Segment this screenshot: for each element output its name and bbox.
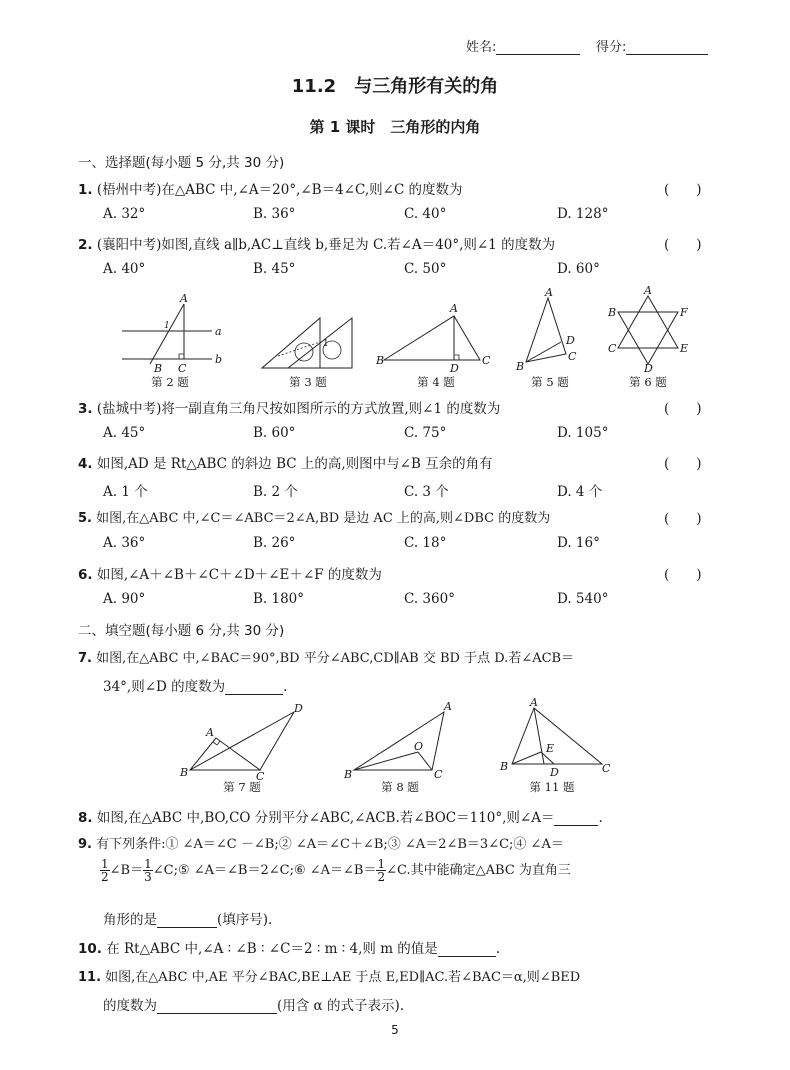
question-text: (梧州中考)在△ABC 中,∠A＝20°,∠B＝4∠C,则∠C 的度数为 — [96, 182, 463, 198]
question-text: ∠B＝ — [109, 863, 144, 878]
label-o-point: O — [414, 740, 424, 753]
question-number: 3. — [78, 401, 93, 417]
figure-q8 — [340, 700, 460, 782]
option-b[interactable]: B. 60° — [253, 425, 296, 441]
question-number: 10. — [78, 941, 102, 957]
caption-fig11: 第 11 题 — [529, 780, 575, 794]
label-line-a: a — [215, 325, 222, 338]
question-text: ∠C.其中能确定△ABC 为直角三 — [386, 863, 571, 878]
option-c[interactable]: C. 3 个 — [404, 484, 449, 500]
option-d[interactable]: D. 60° — [557, 261, 600, 277]
label-a-point: A — [444, 700, 452, 713]
question-4 — [78, 452, 493, 472]
option-b[interactable]: B. 26° — [253, 535, 296, 551]
option-a[interactable]: A. 45° — [103, 425, 146, 441]
question-text: 的度数为 — [103, 998, 157, 1014]
question-text: 如图,AD 是 Rt△ABC 的斜边 BC 上的高,则图中与∠B 互余的角有 — [96, 456, 493, 472]
option-a[interactable]: A. 1 个 — [103, 484, 148, 500]
label-b-point: B — [376, 354, 385, 367]
fraction-numerator: 1 — [101, 857, 109, 871]
answer-blank[interactable] — [554, 810, 598, 826]
question-3 — [78, 397, 500, 417]
answer-blank[interactable] — [438, 941, 496, 957]
figure-q7 — [176, 700, 306, 782]
caption-fig7: 第 7 题 — [223, 780, 261, 794]
question-10 — [78, 937, 500, 957]
label-e-point: E — [680, 342, 689, 355]
label-e-point: E — [546, 742, 555, 755]
label-c-point: C — [602, 762, 611, 775]
answer-blank[interactable] — [157, 912, 217, 928]
question-text: (用含 α 的式子表示). — [277, 998, 405, 1014]
caption-fig6: 第 6 题 — [629, 375, 667, 389]
fraction-denominator: 3 — [144, 870, 152, 884]
question-8 — [78, 806, 603, 826]
fraction — [376, 858, 386, 883]
question-text: (襄阳中考)如图,直线 a∥b,AC⊥直线 b,垂足为 C.若∠A＝40°,则∠1 的度数为 — [96, 237, 556, 253]
answer-blank[interactable] — [157, 998, 277, 1014]
name-field — [466, 36, 580, 55]
option-c[interactable]: C. 18° — [404, 535, 447, 551]
label-d-point: D — [550, 766, 559, 779]
label-d-point: D — [294, 702, 303, 715]
question-number: 4. — [78, 456, 93, 472]
lesson-subtitle: 第 1 课时 三角形的内角 — [309, 118, 481, 136]
label-c-point: C — [568, 350, 577, 363]
answer-paren[interactable]: ( ) — [664, 511, 702, 527]
question-7 — [78, 647, 574, 666]
option-c[interactable]: C. 360° — [404, 591, 455, 607]
label-a-point: A — [206, 726, 214, 739]
question-text: 如图,在△ABC 中,AE 平分∠BAC,BE⊥AE 于点 E,ED∥AC.若∠BAC＝α,则∠BED — [105, 970, 581, 985]
caption-fig5: 第 5 题 — [531, 375, 569, 389]
answer-paren[interactable]: ( ) — [664, 456, 702, 472]
option-b[interactable]: B. 36° — [253, 206, 296, 222]
option-a[interactable]: A. 90° — [103, 591, 146, 607]
answer-paren[interactable]: ( ) — [664, 182, 702, 198]
label-c-point: C — [256, 770, 265, 782]
question-text: 角形的是 — [103, 912, 157, 928]
label-b-point: B — [180, 766, 189, 779]
name-label: 姓名: — [466, 40, 497, 55]
label-angle-1: 1 — [164, 321, 170, 331]
label-b-point: B — [516, 360, 525, 373]
score-label: 得分: — [596, 40, 627, 55]
question-9-line2 — [100, 858, 571, 883]
question-number: 11. — [78, 970, 102, 985]
option-b[interactable]: B. 2 个 — [253, 484, 298, 500]
question-text: . — [598, 810, 603, 826]
label-c-point: C — [434, 768, 443, 781]
option-a[interactable]: A. 32° — [103, 206, 146, 222]
figure-q2 — [112, 286, 227, 378]
label-line-b: b — [215, 353, 223, 366]
option-b[interactable]: B. 45° — [253, 261, 296, 277]
question-number: 8. — [78, 810, 93, 826]
caption-fig8: 第 8 题 — [381, 780, 419, 794]
label-d-point: D — [566, 334, 575, 347]
question-number: 9. — [78, 837, 92, 852]
question-number: 7. — [78, 651, 92, 666]
question-9 — [78, 833, 564, 852]
label-angle-1: 1 — [323, 339, 329, 349]
question-11 — [78, 966, 580, 985]
question-text: 在 Rt△ABC 中,∠A ∶ ∠B ∶ ∠C＝2 ∶ m ∶ 4,则 m 的值是 — [106, 941, 438, 957]
label-b-point: B — [344, 768, 353, 781]
label-b-point: B — [500, 760, 509, 773]
fraction — [100, 858, 110, 883]
label-f-point: F — [680, 306, 688, 319]
page-number: 5 — [391, 1023, 399, 1037]
label-c-point: C — [482, 354, 491, 367]
question-7-line2 — [103, 675, 287, 695]
question-11-line2 — [103, 994, 404, 1014]
section-choice-heading: 一、选择题(每小题 5 分,共 30 分) — [78, 155, 285, 171]
question-text: . — [495, 941, 501, 957]
option-d[interactable]: D. 4 个 — [557, 484, 603, 500]
label-a-point: A — [545, 286, 553, 299]
option-c[interactable]: C. 40° — [404, 206, 447, 222]
fraction-numerator: 1 — [144, 857, 152, 871]
question-text: 如图,在△ABC 中,∠C＝∠ABC＝2∠A,BD 是边 AC 上的高,则∠DBC 的度数为 — [96, 511, 551, 526]
caption-fig2: 第 2 题 — [151, 375, 189, 389]
figure-q3 — [258, 312, 358, 376]
answer-paren[interactable]: ( ) — [664, 401, 702, 417]
question-number: 2. — [78, 237, 93, 253]
label-d-point: D — [644, 362, 653, 372]
page-title: 11.2 与三角形有关的角 — [291, 76, 499, 97]
figure-q11 — [494, 696, 620, 782]
name-blank[interactable] — [496, 40, 580, 55]
label-a-point: A — [530, 696, 538, 709]
score-field — [596, 36, 708, 55]
label-a-point: A — [450, 302, 458, 315]
question-text: 如图,在△ABC 中,BO,CO 分别平分∠ABC,∠ACB.若∠BOC＝110°,则∠A＝ — [96, 810, 555, 826]
figure-q4 — [374, 300, 494, 376]
question-number: 6. — [78, 567, 93, 583]
label-d-point: D — [450, 362, 459, 375]
question-1 — [78, 178, 463, 198]
answer-blank[interactable] — [225, 679, 283, 695]
option-a[interactable]: A. 36° — [103, 535, 146, 551]
question-text: . — [283, 679, 288, 695]
question-number: 1. — [78, 182, 93, 198]
label-b-point: B — [154, 362, 163, 375]
fraction-denominator: 2 — [101, 870, 109, 884]
fraction — [143, 858, 153, 883]
figure-q5 — [508, 286, 588, 376]
question-2 — [78, 233, 555, 253]
option-b[interactable]: B. 180° — [253, 591, 305, 607]
label-c-point: C — [178, 362, 187, 375]
question-text: ∠C;⑤ ∠A＝∠B＝2∠C;⑥ ∠A＝∠B＝ — [152, 863, 377, 878]
option-d[interactable]: D. 540° — [557, 591, 609, 607]
question-text: (盐城中考)将一副直角三角尺按如图所示的方式放置,则∠1 的度数为 — [96, 401, 501, 417]
option-a[interactable]: A. 40° — [103, 261, 146, 277]
question-9-line3 — [103, 908, 272, 928]
option-c[interactable]: C. 75° — [404, 425, 447, 441]
question-number: 5. — [78, 511, 92, 526]
answer-paren[interactable]: ( ) — [664, 237, 702, 253]
question-5 — [78, 507, 550, 526]
caption-fig3: 第 3 题 — [289, 375, 327, 389]
fraction-numerator: 1 — [377, 857, 386, 871]
caption-fig4: 第 4 题 — [417, 375, 455, 389]
question-text: 34°,则∠D 的度数为 — [103, 679, 226, 695]
label-a-point: A — [644, 286, 652, 297]
question-text: 有下列条件:① ∠A＝∠C －∠B;② ∠A＝∠C＋∠B;③ ∠A＝2∠B＝3∠C;④ ∠A＝ — [96, 837, 564, 852]
question-text: 如图,∠A＋∠B＋∠C＋∠D＋∠E＋∠F 的度数为 — [96, 567, 382, 583]
option-d[interactable]: D. 105° — [557, 425, 609, 441]
fraction-denominator: 2 — [377, 870, 386, 884]
option-d[interactable]: D. 128° — [557, 206, 609, 222]
question-text: 如图,在△ABC 中,∠BAC＝90°,BD 平分∠ABC,CD∥AB 交 BD 于点 D.若∠ACB＝ — [96, 651, 575, 666]
label-c-point: C — [608, 342, 617, 355]
answer-paren[interactable]: ( ) — [664, 567, 702, 583]
question-6 — [78, 563, 382, 583]
label-a-point: A — [180, 292, 188, 305]
option-c[interactable]: C. 50° — [404, 261, 447, 277]
figure-q6 — [606, 286, 692, 372]
question-text: (填序号). — [217, 912, 273, 928]
label-b-point: B — [608, 306, 617, 319]
option-d[interactable]: D. 16° — [557, 535, 600, 551]
score-blank[interactable] — [626, 40, 708, 55]
section-fill-heading: 二、填空题(每小题 6 分,共 30 分) — [78, 623, 285, 639]
